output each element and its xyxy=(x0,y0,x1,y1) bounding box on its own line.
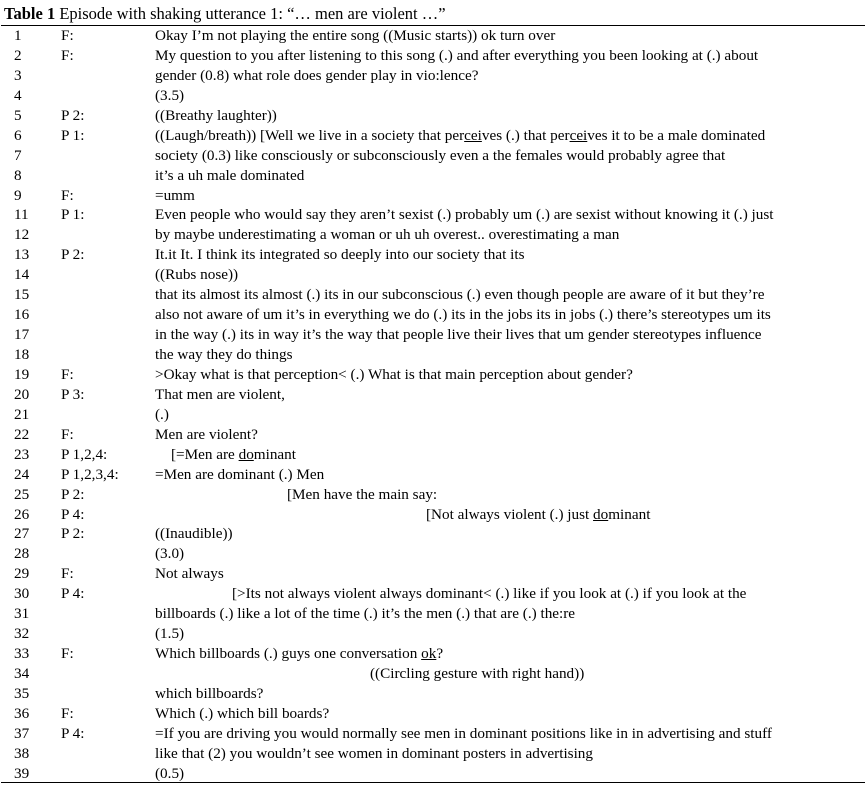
utterance xyxy=(171,445,296,465)
utterance-text: (0.5) xyxy=(155,764,185,782)
table-row xyxy=(0,325,866,345)
table-row xyxy=(0,584,866,604)
line-number: 7 xyxy=(14,146,22,164)
utterance xyxy=(155,724,772,744)
line-number: 8 xyxy=(14,166,22,184)
utterance xyxy=(155,285,764,305)
speaker: P 2: xyxy=(61,246,85,264)
utterance-text: (.) xyxy=(155,405,169,423)
utterance-text: (1.5) xyxy=(155,625,185,643)
utterance xyxy=(287,485,437,505)
table-row xyxy=(0,66,866,86)
utterance xyxy=(155,225,619,245)
table-row xyxy=(0,186,866,206)
utterance xyxy=(155,644,443,664)
table-title: Episode with shaking utterance 1: “… men are violent …” xyxy=(59,4,446,23)
table-row xyxy=(0,245,866,265)
speaker: F: xyxy=(61,704,74,722)
stressed-syllable: do xyxy=(238,445,254,463)
table-row xyxy=(0,285,866,305)
utterance-text: It.it It. I think its integrated so deeply into our society that its xyxy=(155,246,525,264)
utterance xyxy=(155,524,233,544)
utterance-text: Which billboards (.) guys one conversation xyxy=(155,645,422,663)
line-number: 39 xyxy=(14,764,30,782)
utterance xyxy=(155,764,184,784)
speaker: F: xyxy=(61,46,74,64)
speaker: P 4: xyxy=(61,505,85,523)
speaker: P 2: xyxy=(61,525,85,543)
utterance xyxy=(155,265,238,285)
line-number: 28 xyxy=(14,545,30,563)
utterance-text: (3.0) xyxy=(155,545,185,563)
speaker: P 2: xyxy=(61,485,85,503)
utterance-text: like that (2) you wouldn’t see women in dominant posters in advertising xyxy=(155,744,593,762)
table-row xyxy=(0,704,866,724)
stressed-syllable: cei xyxy=(464,126,482,144)
line-number: 33 xyxy=(14,645,30,663)
table-row xyxy=(0,764,866,784)
line-number: 30 xyxy=(14,585,30,603)
table-row xyxy=(0,46,866,66)
utterance-text: =umm xyxy=(155,186,195,204)
table-row xyxy=(0,345,866,365)
table-caption xyxy=(4,3,446,25)
utterance-text: by maybe underestimating a woman or uh uh overest.. overestimating a man xyxy=(155,226,620,244)
line-number: 5 xyxy=(14,106,22,124)
line-number: 18 xyxy=(14,346,30,363)
utterance xyxy=(155,544,184,564)
table-row xyxy=(0,425,866,445)
table-row xyxy=(0,86,866,106)
utterance-text: which billboards? xyxy=(155,684,264,702)
bottom-rule xyxy=(1,782,865,783)
line-number: 17 xyxy=(14,326,30,344)
utterance xyxy=(155,46,758,66)
utterance-text: ((Laugh/breath)) [Well we live in a society that per xyxy=(155,126,465,144)
utterance xyxy=(155,684,263,704)
table-row xyxy=(0,445,866,465)
line-number: 1 xyxy=(14,27,22,44)
line-number: 26 xyxy=(14,505,30,523)
line-number: 27 xyxy=(14,525,30,543)
utterance-text: [Men have the main say: xyxy=(287,485,438,503)
table-row xyxy=(0,106,866,126)
utterance xyxy=(155,66,478,86)
table-row xyxy=(0,505,866,525)
table-row xyxy=(0,405,866,425)
line-number: 6 xyxy=(14,126,22,144)
utterance-text: in the way (.) its in way it’s the way that people live their lives that um gender stereotypes influence xyxy=(155,326,762,344)
table-row xyxy=(0,564,866,584)
line-number: 34 xyxy=(14,665,30,682)
line-number: 16 xyxy=(14,306,30,324)
utterance xyxy=(155,325,761,345)
utterance xyxy=(155,385,285,405)
line-number: 38 xyxy=(14,744,30,762)
speaker: F: xyxy=(61,425,74,443)
line-number: 20 xyxy=(14,385,30,403)
table-row xyxy=(0,305,866,325)
line-number: 9 xyxy=(14,186,22,204)
table-row xyxy=(0,544,866,564)
table-row xyxy=(0,664,866,684)
table-row xyxy=(0,126,866,146)
table-row xyxy=(0,524,866,544)
utterance xyxy=(155,186,195,206)
utterance-text: [=Men are xyxy=(171,445,239,463)
speaker: F: xyxy=(61,27,74,44)
line-number: 3 xyxy=(14,66,22,84)
utterance-text: Men are violent? xyxy=(155,425,258,443)
utterance xyxy=(155,26,555,46)
utterance xyxy=(155,106,277,126)
table-row xyxy=(0,385,866,405)
utterance xyxy=(155,564,224,584)
utterance xyxy=(155,604,575,624)
table-row xyxy=(0,205,866,225)
utterance xyxy=(155,405,169,425)
utterance-text: the way they do things xyxy=(155,346,293,363)
utterance xyxy=(155,345,293,365)
utterance-text: Okay I’m not playing the entire song ((Music starts)) ok turn over xyxy=(155,27,556,44)
table-label: Table 1 xyxy=(4,4,56,23)
line-number: 32 xyxy=(14,625,30,643)
utterance-text: [>Its not always violent always dominant< (.) like if you look at (.) if you look at the xyxy=(232,585,747,603)
line-number: 25 xyxy=(14,485,30,503)
line-number: 22 xyxy=(14,425,30,443)
table-row xyxy=(0,265,866,285)
line-number: 12 xyxy=(14,226,30,244)
line-number: 21 xyxy=(14,405,30,423)
utterance xyxy=(232,584,746,604)
utterance-text: ves (.) that per xyxy=(481,126,570,144)
utterance xyxy=(155,245,525,265)
utterance-text: that its almost its almost (.) its in our subconscious (.) even though people are aware of it but they’re xyxy=(155,286,765,304)
table-row xyxy=(0,604,866,624)
speaker: F: xyxy=(61,186,74,204)
line-number: 15 xyxy=(14,286,30,304)
utterance-text: ves it to be a male dominated xyxy=(587,126,766,144)
utterance-text: Even people who would say they aren’t sexist (.) probably um (.) are sexist without knowing it (.) just xyxy=(155,206,774,224)
utterance-text: also not aware of um it’s in everything we do (.) its in the jobs its in jobs (.) there’s stereotypes um its xyxy=(155,306,771,324)
utterance-text: billboards (.) like a lot of the time (.) it’s the men (.) that are (.) the:re xyxy=(155,605,576,623)
utterance xyxy=(155,465,324,485)
speaker: F: xyxy=(61,365,74,383)
stressed-syllable: cei xyxy=(569,126,588,144)
line-number: 4 xyxy=(14,86,22,104)
line-number: 13 xyxy=(14,246,30,264)
utterance-text: ((Breathy laughter)) xyxy=(155,106,277,124)
table-row xyxy=(0,26,866,46)
line-number: 37 xyxy=(14,724,30,742)
utterance-text: ((Circling gesture with right hand)) xyxy=(370,665,585,682)
utterance-text: [Not always violent (.) just xyxy=(426,505,594,523)
speaker: P 1,2,4: xyxy=(61,445,108,463)
utterance-text: (3.5) xyxy=(155,86,185,104)
utterance-text: gender (0.8) what role does gender play in vio:lence? xyxy=(155,66,479,84)
utterance-text: My question to you after listening to this song (.) and after everything you been looking at (.) about xyxy=(155,46,759,64)
utterance xyxy=(155,146,725,166)
table-row xyxy=(0,684,866,704)
table-row xyxy=(0,485,866,505)
utterance xyxy=(155,624,184,644)
utterance xyxy=(155,425,258,445)
utterance xyxy=(155,704,329,724)
speaker: P 4: xyxy=(61,585,85,603)
line-number: 2 xyxy=(14,46,22,64)
utterance xyxy=(155,86,184,106)
table-row xyxy=(0,365,866,385)
utterance-text: ? xyxy=(436,645,444,663)
line-number: 29 xyxy=(14,565,30,583)
line-number: 35 xyxy=(14,684,30,702)
table-row xyxy=(0,146,866,166)
speaker: P 3: xyxy=(61,385,85,403)
utterance xyxy=(155,744,593,764)
utterance-text: =If you are driving you would normally see men in dominant positions like in in advertising and stuff xyxy=(155,724,772,742)
utterance xyxy=(155,126,765,146)
line-number: 31 xyxy=(14,605,30,623)
utterance xyxy=(426,505,650,525)
utterance-text: minant xyxy=(608,505,651,523)
table-row xyxy=(0,624,866,644)
utterance xyxy=(370,664,584,684)
table-row xyxy=(0,744,866,764)
speaker: F: xyxy=(61,565,74,583)
utterance xyxy=(155,305,771,325)
utterance-text: Which (.) which bill boards? xyxy=(155,704,330,722)
utterance xyxy=(155,205,774,225)
line-number: 14 xyxy=(14,266,30,284)
speaker: P 1: xyxy=(61,206,85,224)
utterance-text: minant xyxy=(253,445,296,463)
utterance-text: That men are violent, xyxy=(155,385,285,403)
utterance-text: =Men are dominant (.) Men xyxy=(155,465,325,483)
utterance xyxy=(155,166,304,186)
table-row xyxy=(0,724,866,744)
table-row xyxy=(0,166,866,186)
line-number: 36 xyxy=(14,704,30,722)
line-number: 11 xyxy=(14,206,29,224)
stressed-syllable: ok xyxy=(421,645,437,663)
line-number: 19 xyxy=(14,365,30,383)
utterance-text: society (0.3) like consciously or subconsciously even a the females would probably agree that xyxy=(155,146,726,164)
line-number: 24 xyxy=(14,465,30,483)
table-row xyxy=(0,225,866,245)
speaker: P 1: xyxy=(61,126,85,144)
utterance-text: it’s a uh male dominated xyxy=(155,166,305,184)
utterance xyxy=(155,365,633,385)
table-row xyxy=(0,644,866,664)
speaker: F: xyxy=(61,645,74,663)
line-number: 23 xyxy=(14,445,30,463)
speaker: P 2: xyxy=(61,106,85,124)
utterance-text: ((Rubs nose)) xyxy=(155,266,239,284)
speaker: P 4: xyxy=(61,724,85,742)
utterance-text: Not always xyxy=(155,565,224,583)
utterance-text: ((Inaudible)) xyxy=(155,525,233,543)
table-row xyxy=(0,465,866,485)
stressed-syllable: do xyxy=(593,505,609,523)
transcript-table xyxy=(0,26,866,784)
speaker: P 1,2,3,4: xyxy=(61,465,119,483)
utterance-text: >Okay what is that perception< (.) What is that main perception about gender? xyxy=(155,365,633,383)
